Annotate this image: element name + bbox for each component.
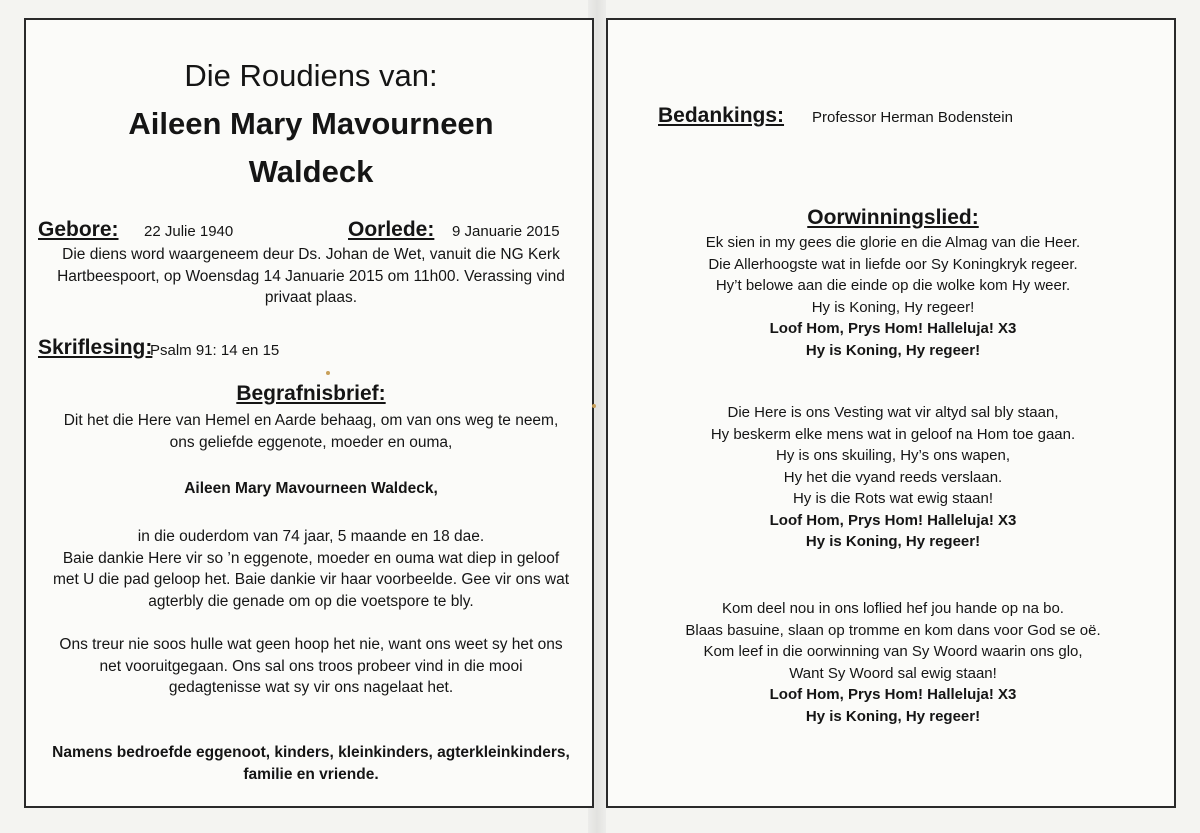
verse-line: Die Allerhoogste wat in liefde oor Sy Koningkryk regeer. (708, 255, 1078, 273)
service-line: Die diens word waargeneem deur Ds. Johan de Wet, vanuit die NG Kerk (62, 246, 560, 263)
died-value: 9 Januarie 2015 (452, 223, 560, 240)
thanks-label: Bedankings: (658, 104, 785, 127)
born-value: 22 Julie 1940 (144, 223, 234, 240)
deceased-name-line2: Waldeck (248, 154, 374, 189)
verse-line: Hy is ons skuiling, Hy’s ons wapen, (776, 447, 1010, 464)
letter-line: net vooruitgegaan. Ons sal ons troos probeer vind in die mooi (99, 657, 523, 675)
letter-line: in die ouderdom van 74 jaar, 5 maande en 18 dae. (137, 528, 485, 545)
service-heading: Die Roudiens van: (184, 58, 438, 93)
letter-body (26, 526, 596, 612)
verse-line: Hy’t belowe aan die einde op die wolke kom Hy weer. (715, 277, 1071, 294)
letter-line: Dit het die Here van Hemel en Aarde behaag, om van ons weg te neem, (63, 412, 559, 429)
chorus-line: Hy is Koning, Hy regeer! (805, 341, 981, 359)
letter-intro (26, 410, 596, 453)
verse-line: Kom deel nou in ons loflied hef jou hande op na bo. (722, 600, 1064, 617)
chorus-line: Loof Hom, Prys Hom! Halleluja! X3 (769, 511, 1017, 529)
verse-line: Hy het die vyand reeds verslaan. (783, 468, 1003, 486)
died-label: Oorlede: (348, 218, 435, 241)
verse-line: Kom leef in die oorwinning van Sy Woord waarin ons glo, (703, 643, 1083, 660)
left-page (24, 18, 594, 808)
service-line: privaat plaas. (264, 289, 358, 306)
reading-value: Psalm 91: 14 en 15 (150, 342, 280, 359)
paper-stain (326, 371, 330, 375)
reading-label: Skriflesing: (38, 336, 153, 359)
verse-3 (608, 598, 1178, 727)
chorus-line: Hy is Koning, Hy regeer! (805, 533, 981, 550)
born-label: Gebore: (38, 218, 119, 241)
song-title: Oorwinningslied: (807, 206, 979, 229)
letter-comfort (26, 634, 596, 699)
letter-line: Ons treur nie soos hulle wat geen hoop het nie, want ons weet sy het ons (59, 636, 563, 653)
service-line: Hartbeespoort, op Woensdag 14 Januarie 2015 om 11h00. Verassing vind (57, 267, 565, 285)
verse-line: Ek sien in my gees die glorie en die Almag van die Heer. (705, 234, 1081, 251)
right-page (606, 18, 1176, 808)
letter-line: met U die pad geloop het. Baie dankie vir haar voorbeelde. Gee vir ons wat (52, 571, 570, 588)
thanks-value: Professor Herman Bodenstein (812, 109, 1013, 126)
verse-line: Hy beskerm elke mens wat in geloof na Hom toe gaan. (710, 425, 1076, 443)
signoff-line: Namens bedroefde eggenoot, kinders, kleinkinders, agterkleinkinders, (52, 744, 570, 761)
chorus-line: Hy is Koning, Hy regeer! (805, 707, 981, 725)
deceased-name-line1: Aileen Mary Mavourneen (128, 106, 494, 141)
letter-title: Begrafnisbrief: (236, 382, 386, 405)
verse-line: Want Sy Woord sal ewig staan! (789, 664, 997, 682)
verse-line: Hy is Koning, Hy regeer! (811, 298, 975, 316)
letter-line: gedagtenisse wat sy vir ons nagelaat het. (168, 679, 454, 696)
signoff (26, 742, 596, 785)
letter-line: Baie dankie Here vir so ’n eggenote, moeder en ouma wat diep in geloof (62, 549, 560, 567)
chorus-line: Loof Hom, Prys Hom! Halleluja! X3 (769, 320, 1017, 337)
chorus-line: Loof Hom, Prys Hom! Halleluja! X3 (769, 686, 1017, 703)
signoff-line: familie en vriende. (243, 765, 379, 783)
service-details (26, 244, 596, 309)
verse-line: Hy is die Rots wat ewig staan! (792, 490, 994, 507)
letter-line: agterbly die genade om op die voetspore te bly. (148, 592, 474, 610)
letter-line: ons geliefde eggenote, moeder en ouma, (169, 433, 453, 451)
paper-stain (592, 404, 596, 408)
verse-2 (608, 402, 1178, 553)
verse-1 (608, 232, 1178, 361)
verse-line: Die Here is ons Vesting wat vir altyd sal bly staan, (727, 404, 1059, 421)
letter-name: Aileen Mary Mavourneen Waldeck, (184, 480, 438, 497)
verse-line: Blaas basuine, slaan op tromme en kom dans voor God se oë. (685, 621, 1101, 639)
